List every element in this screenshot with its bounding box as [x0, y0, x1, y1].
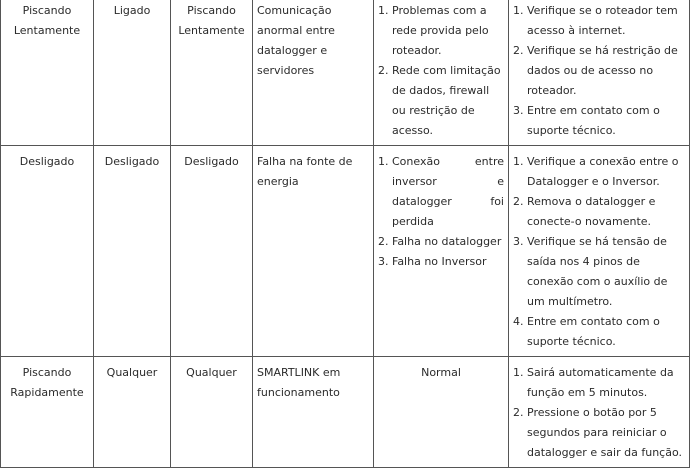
causes-cell	[374, 146, 509, 357]
list-item: 4. Entre em contato com o suporte técnico.	[513, 315, 660, 348]
solutions-list	[513, 1, 685, 141]
causes-cell	[374, 0, 509, 146]
power-led-cell: Desligado	[94, 146, 171, 357]
list-item: 3. Verifique se há tensão de saída nos 4 pinos de conexão com o auxílio de um multímetro.	[513, 235, 668, 308]
solutions-cell	[509, 0, 690, 146]
list-item: 2. Verifique se há restrição de dados ou de acesso no roteador.	[513, 44, 678, 97]
list-item: 1. Verifique a conexão entre o Datalogger e o Inversor.	[513, 155, 679, 188]
causes-list	[378, 1, 504, 141]
power-led-cell: Ligado	[94, 0, 171, 146]
solutions-cell	[509, 146, 690, 357]
list-item: 1. Conexão entre inversor e datalogger foi perdida	[378, 155, 504, 228]
list-item: 2. Rede com limitação de dados, firewall ou restrição de acesso.	[378, 64, 501, 137]
list-item: 1. Sairá automaticamente da função em 5 minutos.	[513, 366, 674, 399]
table-row	[1, 146, 690, 357]
list-item: 2. Pressione o botão por 5 segundos para reiniciar o datalogger e sair da função.	[513, 406, 682, 459]
table-row	[1, 0, 690, 146]
status-led-cell: Desligado	[171, 146, 253, 357]
solutions-list	[513, 152, 685, 352]
network-led-cell: Desligado	[1, 146, 94, 357]
description-cell: Falha na fonte de energia	[253, 146, 374, 357]
network-led-cell: Piscando Lentamente	[1, 0, 94, 146]
list-item: 2. Falha no datalogger	[378, 235, 502, 248]
table-row	[1, 357, 690, 468]
list-item: 2. Remova o datalogger e conecte-o novamente.	[513, 195, 656, 228]
list-item: 1. Problemas com a rede provida pelo roteador.	[378, 4, 489, 57]
network-led-cell: Piscando Rapidamente	[1, 357, 94, 468]
solutions-cell	[509, 357, 690, 468]
causes-list	[378, 152, 504, 272]
causes-cell: Normal	[374, 357, 509, 468]
status-led-cell: Piscando Lentamente	[171, 0, 253, 146]
list-item: 3. Entre em contato com o suporte técnico.	[513, 104, 660, 137]
solutions-list	[513, 363, 685, 463]
power-led-cell: Qualquer	[94, 357, 171, 468]
status-led-cell: Qualquer	[171, 357, 253, 468]
list-item: 1. Verifique se o roteador tem acesso à internet.	[513, 4, 678, 37]
description-cell: Comunicação anormal entre datalogger e servidores	[253, 0, 374, 146]
list-item: 3. Falha no Inversor	[378, 255, 487, 268]
description-cell: SMARTLINK em funcionamento	[253, 357, 374, 468]
